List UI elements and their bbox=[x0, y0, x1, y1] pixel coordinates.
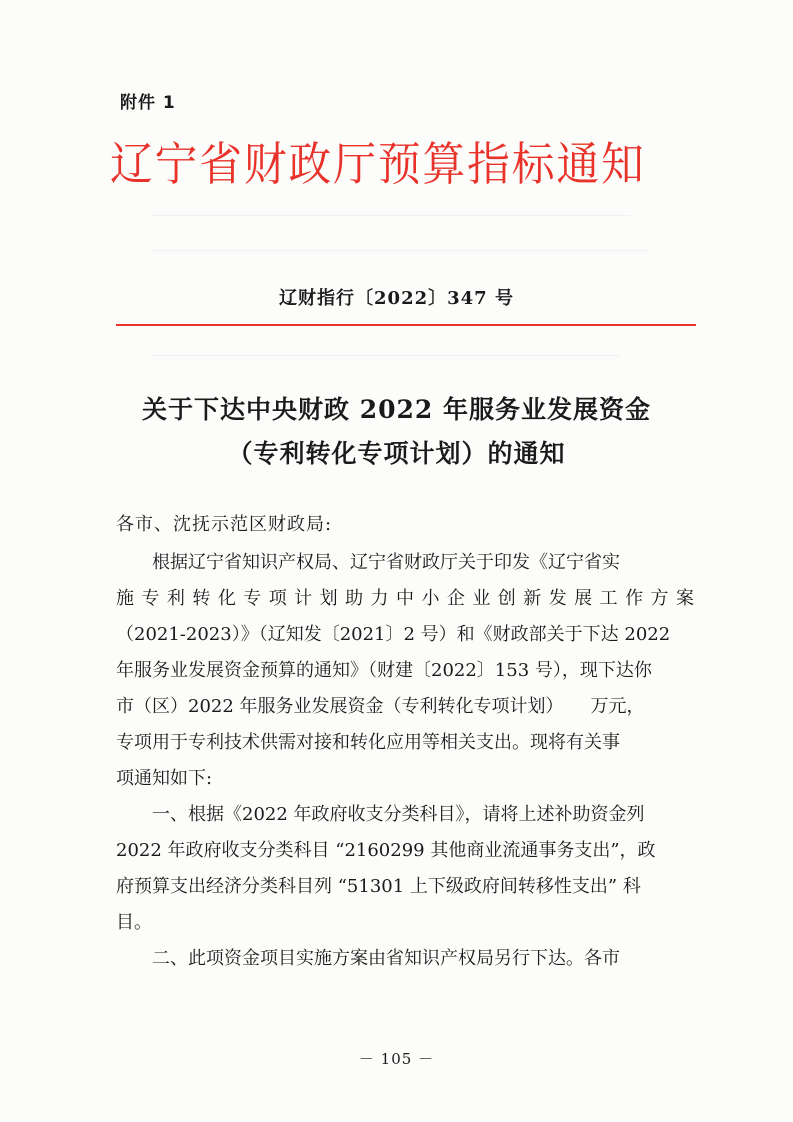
body-line: 二、此项资金项目实施方案由省知识产权局另行下达。各市 bbox=[116, 948, 620, 969]
body-line: 专项用于专利技术供需对接和转化应用等相关支出。现将有关事 bbox=[116, 732, 620, 753]
attachment-label: 附件 1 bbox=[120, 93, 176, 113]
body-line: 项通知如下: bbox=[116, 768, 213, 789]
masthead-title: 辽宁省财政厅预算指标通知 bbox=[110, 137, 646, 191]
red-divider-line bbox=[116, 324, 696, 326]
body-line: （2021-2023）》（辽知发〔2021〕2 号）和《财政部关于下达 2022 bbox=[116, 624, 671, 645]
bleed-through-line bbox=[150, 355, 620, 356]
addressee: 各市、沈抚示范区财政局: bbox=[116, 514, 333, 535]
body-line: 根据辽宁省知识产权局、辽宁省财政厅关于印发《辽宁省实 bbox=[116, 552, 620, 573]
page-number: － 105 － bbox=[358, 1050, 435, 1068]
body-line: 年服务业发展资金预算的通知》（财建〔2022〕153 号），现下达你 bbox=[116, 660, 652, 681]
body-line: 府预算支出经济分类科目列 “51301 上下级政府间转移性支出” 科 bbox=[116, 876, 641, 897]
body-line-text: 施 专 利 转 化 专 项 计 划 助 力 中 小 企 业 创 新 发 展 工 作 方 案 bbox=[116, 588, 694, 609]
body-line: 目。 bbox=[116, 912, 152, 933]
bleed-through-line bbox=[150, 215, 630, 216]
notice-title-line-2: （专利转化专项计划）的通知 bbox=[227, 439, 566, 468]
bleed-through-line bbox=[150, 250, 650, 251]
body-line: 市（区）2022 年服务业发展资金（专利转化专项计划） 万元， bbox=[116, 696, 645, 717]
body-line: 2022 年政府收支分类科目 “2160299 其他商业流通事务支出”，政 bbox=[116, 840, 656, 861]
document-number: 辽财指行〔2022〕347 号 bbox=[279, 288, 514, 309]
body-line bbox=[116, 584, 694, 610]
body-line: 一、根据《2022 年政府收支分类科目》，请将上述补助资金列 bbox=[116, 804, 645, 825]
notice-title-line-1: 关于下达中央财政 2022 年服务业发展资金 bbox=[142, 395, 651, 424]
